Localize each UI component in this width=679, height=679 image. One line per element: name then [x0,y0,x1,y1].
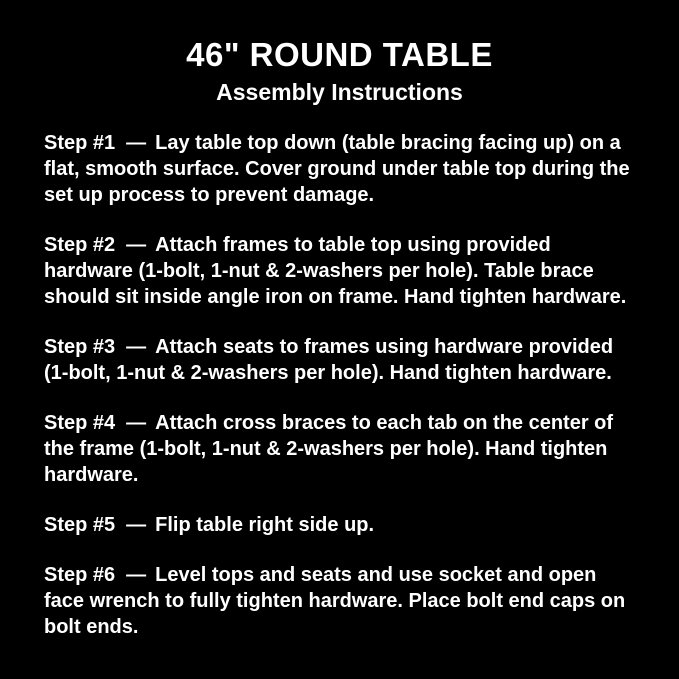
page-title: 46" ROUND TABLE [186,36,493,73]
step-separator: — [126,233,147,256]
page-header [44,36,635,108]
step-text: Flip table right side up. [155,513,375,536]
step-item-5 [44,512,635,538]
step-separator: — [126,335,147,358]
step-item-2 [44,232,635,310]
step-label: Step #3 [44,335,116,358]
step-separator: — [126,563,147,586]
step-text: Lay table top down (table bracing facing up) on a flat, smooth surface. Cover ground under table top during the set up process to prevent damage. [44,131,630,206]
step-label: Step #1 [44,131,116,154]
step-label: Step #4 [44,411,116,434]
step-item-6 [44,562,635,640]
step-text: Attach cross braces to each tab on the center of the frame (1-bolt, 1-nut & 2-washers per hole). Hand tighten hardware. [44,411,614,486]
steps-list [44,130,635,640]
step-separator: — [126,411,147,434]
step-label: Step #5 [44,513,116,536]
step-item-3 [44,334,635,386]
page-subtitle: Assembly Instructions [216,78,463,105]
step-text: Level tops and seats and use socket and open face wrench to fully tighten hardware. Place bolt end caps on bolt ends. [44,563,626,638]
step-separator: — [126,513,147,536]
step-label: Step #6 [44,563,116,586]
step-text: Attach seats to frames using hardware provided (1-bolt, 1-nut & 2-washers per hole). Hand tighten hardware. [44,335,614,384]
step-label: Step #2 [44,233,116,256]
step-separator: — [126,131,147,154]
step-item-1 [44,130,635,208]
step-item-4 [44,410,635,488]
step-text: Attach frames to table top using provided hardware (1-bolt, 1-nut & 2-washers per hole). Table brace should sit inside angle iron on frame. Hand tighten hardware. [44,233,627,308]
